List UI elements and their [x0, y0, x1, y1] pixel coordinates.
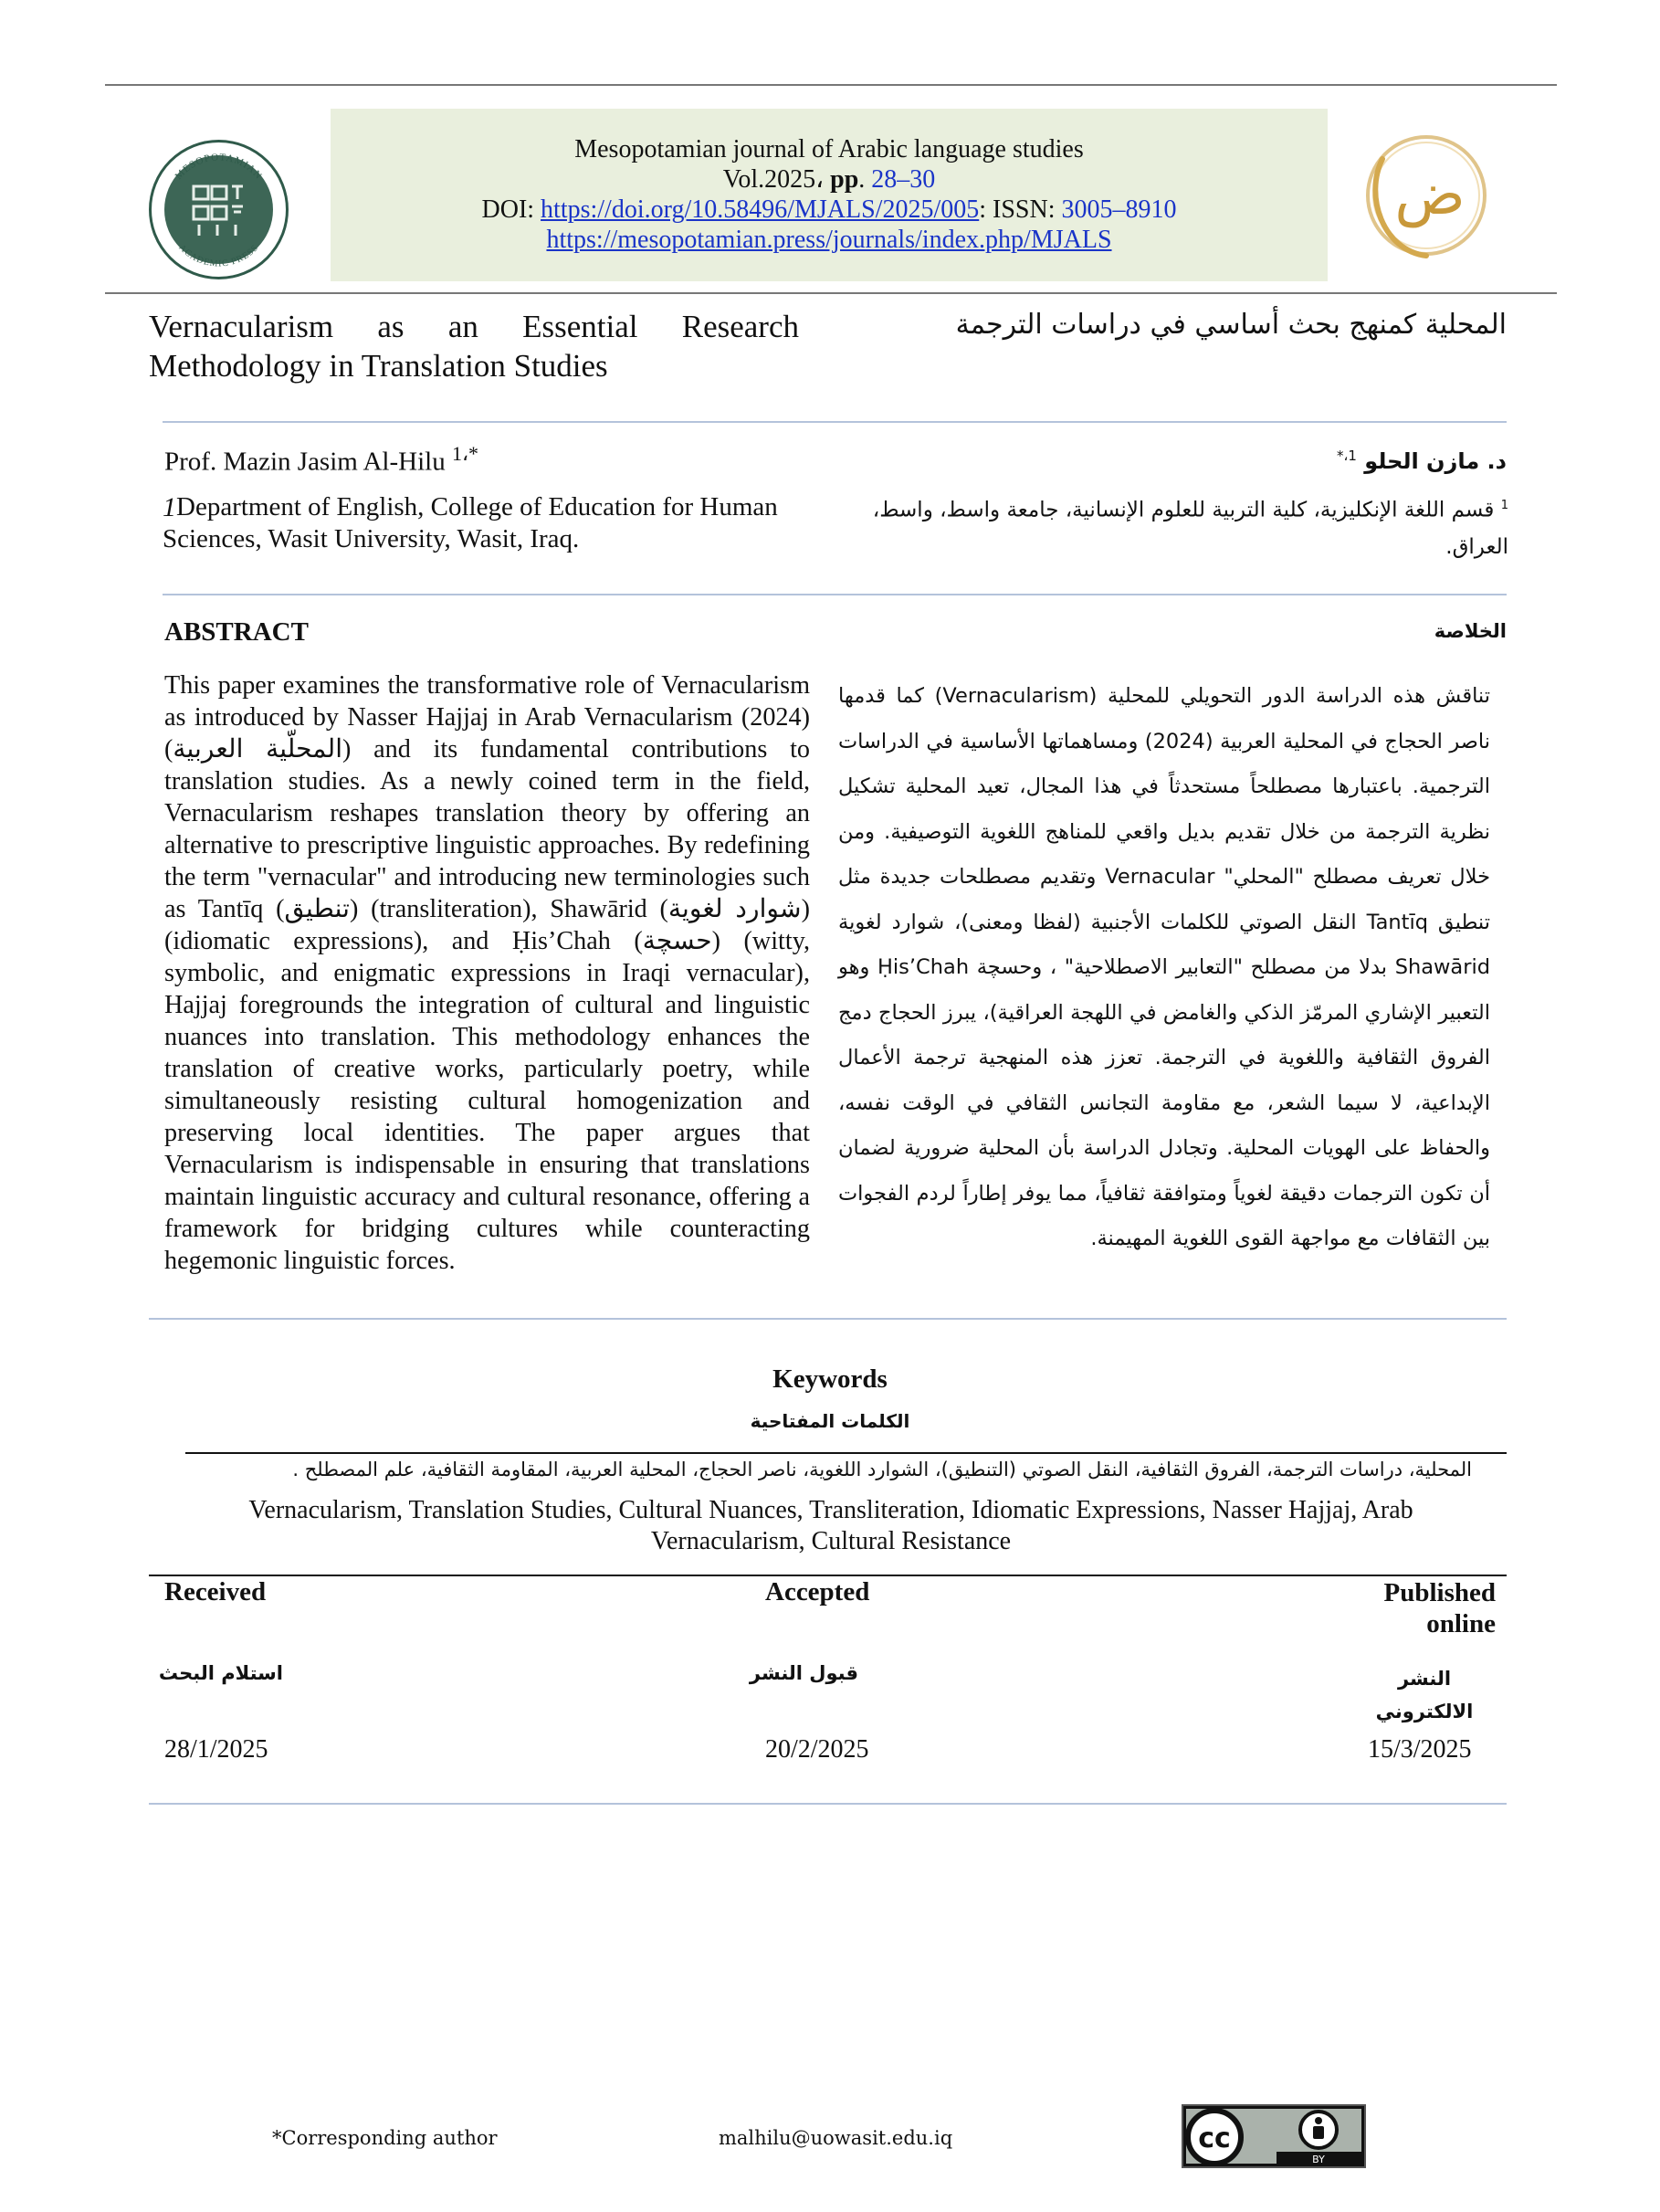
abstract-heading-english: ABSTRACT — [164, 617, 309, 647]
author-divider — [163, 594, 1507, 595]
author-arabic: د. مازن الحلو $^{1،*}$ — [1337, 448, 1507, 474]
doi-line: DOI: https://doi.org/10.58496/MJALS/2025/005: ISSN: 3005–8910 — [481, 195, 1177, 224]
top-rule — [105, 84, 1557, 86]
arabic-journal-logo — [1355, 122, 1494, 272]
published-label: Published online — [1383, 1578, 1496, 1638]
corresponding-author-note: *Corresponding author — [272, 2127, 498, 2149]
keywords-heading-english: Keywords — [772, 1364, 888, 1394]
received-date: 28/1/2025 — [164, 1735, 268, 1764]
affiliation-arabic: $^1$ قسم اللغة الإنكليزية، كلية التربية للعلوم الإنسانية، جامعة واسط، واسط، العراق. — [872, 498, 1508, 559]
accepted-label-arabic: قبول النشر — [749, 1662, 858, 1684]
cc-by-license-badge[interactable] — [1182, 2104, 1366, 2168]
received-label: Received — [164, 1577, 267, 1606]
affiliation-english: $^1$Department of English, College of Education for Human Sciences, Wasit University, Wasit, Iraq. — [163, 492, 778, 553]
svg-text:ACADEMIC PRESS — [176, 243, 260, 269]
title-arabic: المحلية كمنهج بحث أساسي في دراسات الترجمة — [955, 309, 1507, 341]
author-english: Prof. Mazin Jasim Al-Hilu $^{1،*}$ — [164, 442, 479, 477]
abstract-divider — [149, 1318, 1507, 1320]
dates-top-rule — [149, 1575, 1507, 1576]
keywords-english: Vernacularism, Translation Studies, Cultural Nuances, Transliteration, Idiomatic Expressions, Nasser Hajjaj, Arab Vernacularism, Cultural Resistance — [248, 1496, 1413, 1555]
published-date: 15/3/2025 — [1368, 1735, 1472, 1764]
logo-letter: ض — [1394, 161, 1466, 228]
title-english: Vernacularism as an Essential Research Methodology in Translation Studies — [149, 309, 799, 384]
journal-name: Mesopotamian journal of Arabic language studies — [574, 135, 1084, 163]
doi-link[interactable]: https://doi.org/10.58496/MJALS/2025/005 — [541, 195, 980, 224]
keywords-heading-arabic: الكلمات المفتاحية — [750, 1410, 910, 1432]
issn: 3005–8910 — [1061, 195, 1177, 224]
mesopotamian-press-logo — [149, 140, 289, 279]
logo-text-top: MESOPOTAMIAN — [173, 152, 265, 183]
page-range: 28–30 — [871, 165, 936, 194]
corresponding-email[interactable]: malhilu@uowasit.edu.iq — [719, 2127, 953, 2149]
keywords-arabic: المحلية، دراسات الترجمة، الفروق الثقافية، النقل الصوتي (التنطيق)، الشوارد اللغوية، ناصر الحجاج، المحلية العربية، المقاومة الثقافية، علم المصطلح . — [292, 1459, 1472, 1480]
abstract-arabic: تناقش هذه الدراسة الدور التحويلي للمحلية (Vernacularism) كما قدمها ناصر الحجاج في المحلية العربية (2024) ومساهماتها الأساسية في الدراسات الترجمية. باعتبارها مصطلحاً مستحدثاً في هذا المجال، تعيد المحلية تشكيل نظرية الترجمة من خلال تقديم بديل واقعي للمناهج اللغوية التوصيفية. ومن خلال تعريف مصطلح "المحلي" Vernacular وتقديم مصطلحات جديدة مثل تنطيق Tantīq النقل الصوتي للكلمات الأجنبية (لفظا ومعنى)، شوارد لغوية Shawārid بدلا من مصطلح "التعابير الاصطلاحية" ، وحسچة Ḥis’Chah وهو التعبير الإشاري المرمّز الذكي والغامض في اللهجة العراقية)، يبرز الحجاج دمج الفروق الثقافية واللغوية في الترجمة. تعزز هذه المنهجية ترجمة الأعمال الإبداعية، لا سيما الشعر، مع مقاومة التجانس الثقافي في الوقت نفسه، والحفاظ على الهويات المحلية. وتجادل الدراسة بأن المحلية ضرورية لضمان أن تكون الترجمات دقيقة لغوياً ومتوافقة ثقافياً، مما يوفر إطاراً لردم الفجوات بين الثقافات مع مواجهة القوى اللغوية المهيمنة. — [838, 684, 1490, 1250]
svg-text:BY: BY — [1312, 2154, 1325, 2165]
accepted-date: 20/2/2025 — [765, 1735, 869, 1764]
abstract-heading-arabic: الخلاصة — [1434, 620, 1507, 642]
journal-url-link[interactable]: https://mesopotamian.press/journals/index.php/MJALS — [546, 226, 1112, 254]
published-label-arabic: النشر الالكتروني — [1375, 1668, 1474, 1722]
svg-text:MESOPOTAMIAN — [173, 152, 265, 182]
dates-bottom-rule — [149, 1803, 1507, 1805]
received-label-arabic: استلام البحث — [158, 1662, 283, 1684]
header-rule — [105, 292, 1557, 294]
accepted-label: Accepted — [765, 1577, 870, 1606]
pp-label: pp — [830, 165, 859, 194]
keywords-rule — [185, 1452, 1507, 1454]
volume-line: Vol.2025، pp. 28–30 — [722, 165, 936, 194]
logo-text-bottom: ACADEMIC PRESS — [176, 242, 261, 269]
title-divider — [163, 421, 1507, 423]
svg-text:cc: cc — [1198, 2122, 1231, 2154]
journal-header — [331, 109, 1328, 281]
abstract-english: This paper examines the transformative role of Vernacularism as introduced by Nasser Hajjaj in Arab Vernacularism (2024) (المحلّية العربية) and its fundamental contributions to translation studies. As a newly coined term in the field, Vernacularism reshapes translation theory by offering an alternative to prescriptive linguistic approaches. By redefining the term "vernacular" and introducing new terminologies such as Tantīq (تنطيق) (transliteration), Shawārid (شوارد لغوية) (idiomatic expressions), and Ḥis’Chah (حسچة) (witty, symbolic, and enigmatic expressions in Iraqi vernacular), Hajjaj foregrounds the integration of cultural and linguistic nuances into translation. This methodology enhances the translation of creative works, particularly poetry, while simultaneously resisting cultural homogenization and preserving local identities. The paper argues that Vernacularism is indispensable in ensuring that translations maintain linguistic accuracy and cultural resonance, offering a framework for bridging cultures while counteracting hegemonic linguistic forces. — [164, 671, 811, 1275]
